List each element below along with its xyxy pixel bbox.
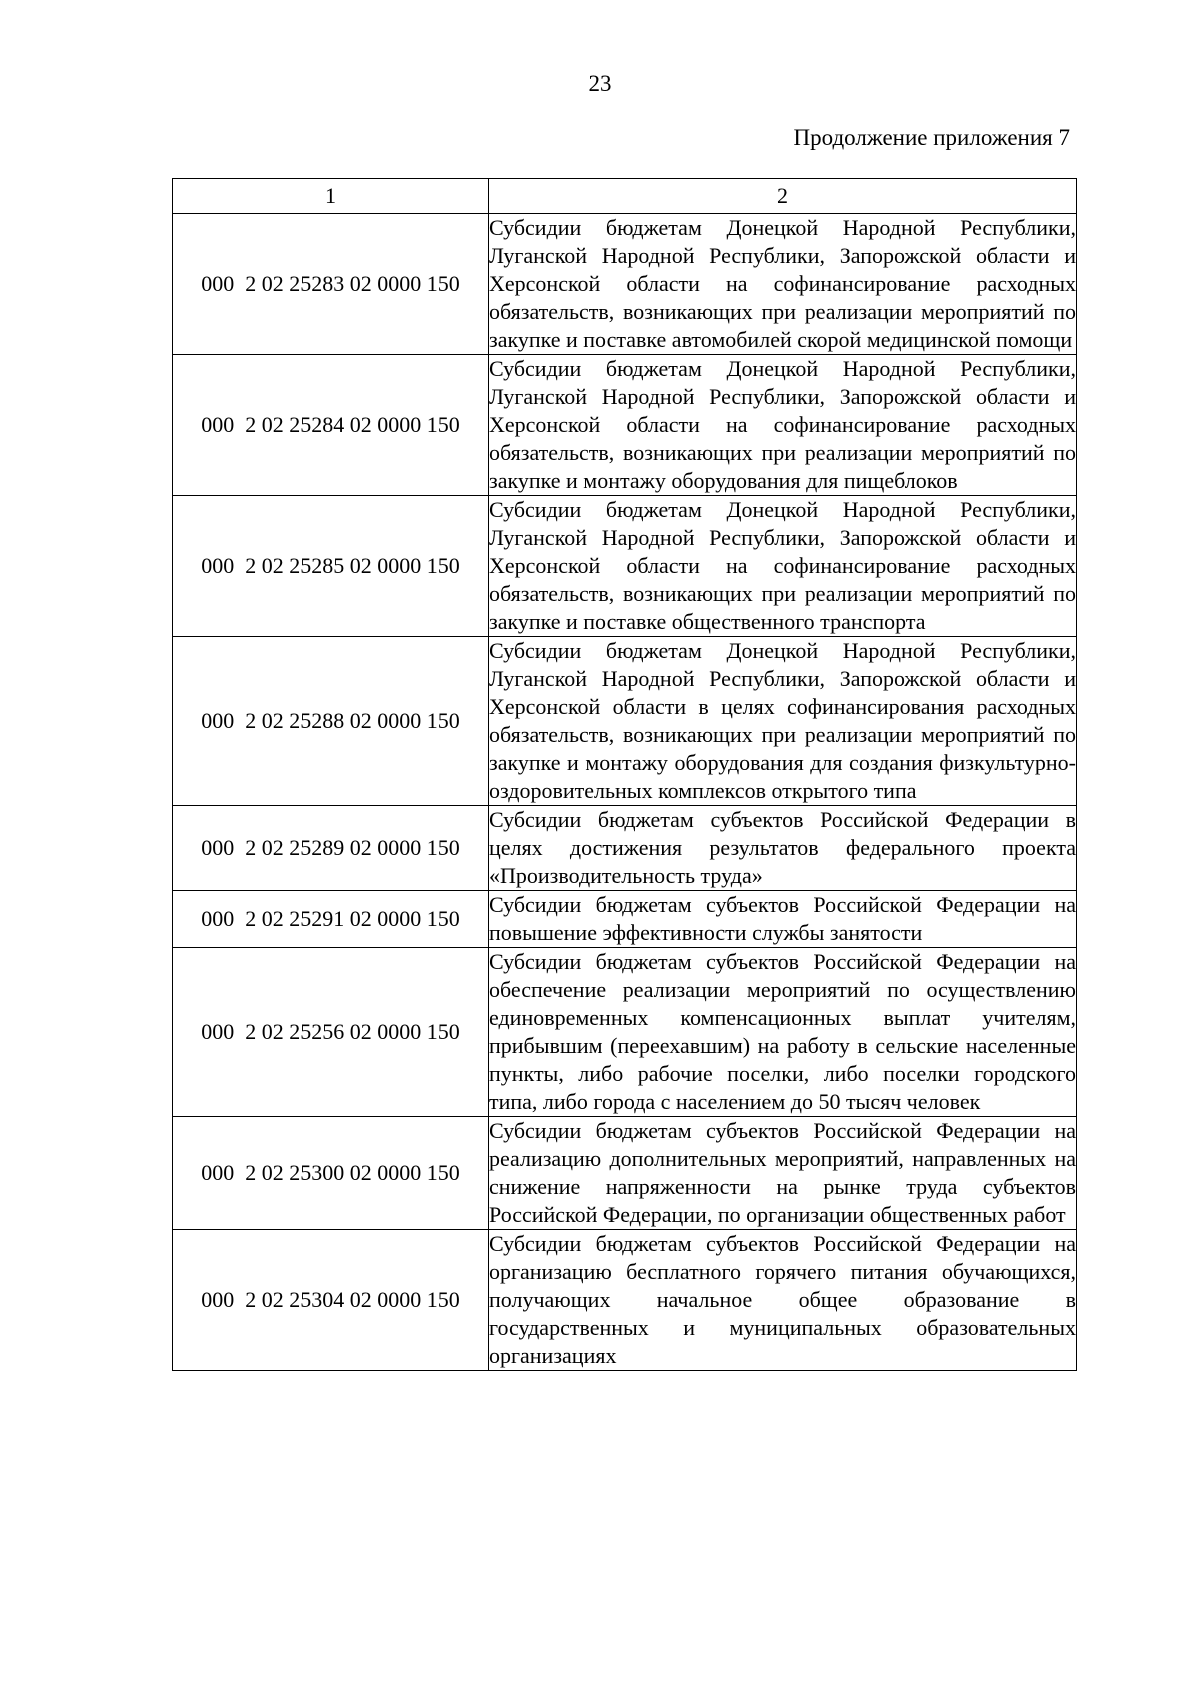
page-number: 23: [588, 71, 612, 96]
classification-code: 000 2 02 25256 02 0000 150: [173, 948, 489, 1117]
table-row: [173, 806, 1077, 891]
table-row: [173, 637, 1077, 806]
table-row: [173, 1117, 1077, 1230]
classification-code: 000 2 02 25300 02 0000 150: [173, 1117, 489, 1230]
income-description: Субсидии бюджетам Донецкой Народной Республики, Луганской Народной Республики, Запорожской области и Херсонской области в целях софинансирования расходных обязательств, возникающих при реализации мероприятий по закупке и монтажу оборудования для создания физкультурно-оздоровительных комплексов открытого типа: [489, 637, 1077, 806]
classification-code: 000 2 02 25304 02 0000 150: [173, 1230, 489, 1371]
income-description: Субсидии бюджетам Донецкой Народной Республики, Луганской Народной Республики, Запорожской области и Херсонской области на софинансирование расходных обязательств, возникающих при реализации мероприятий по закупке и монтажу оборудования для пищеблоков: [489, 355, 1077, 496]
classification-code: 000 2 02 25289 02 0000 150: [173, 806, 489, 891]
income-description: Субсидии бюджетам субъектов Российской Федерации в целях достижения результатов федерального проекта «Производительность труда»: [489, 806, 1077, 891]
table-row: [173, 1230, 1077, 1371]
income-description: Субсидии бюджетам Донецкой Народной Республики, Луганской Народной Республики, Запорожской области и Херсонской области на софинансирование расходных обязательств, возникающих при реализации мероприятий по закупке и поставке автомобилей скорой медицинской помощи: [489, 214, 1077, 355]
budget-code-table: [172, 178, 1077, 1371]
classification-code: 000 2 02 25291 02 0000 150: [173, 891, 489, 948]
table-row: [173, 891, 1077, 948]
classification-code: 000 2 02 25288 02 0000 150: [173, 637, 489, 806]
column-header-code: 1: [173, 179, 489, 214]
income-description: Субсидии бюджетам субъектов Российской Федерации на организацию бесплатного горячего питания обучающихся, получающих начальное общее образование в государственных и муниципальных образовательных организациях: [489, 1230, 1077, 1371]
table-row: [173, 355, 1077, 496]
table-row: [173, 496, 1077, 637]
table-row: [173, 948, 1077, 1117]
classification-code: 000 2 02 25284 02 0000 150: [173, 355, 489, 496]
table-header-row: [173, 179, 1077, 214]
income-description: Субсидии бюджетам субъектов Российской Федерации на повышение эффективности службы занятости: [489, 891, 1077, 948]
classification-code: 000 2 02 25283 02 0000 150: [173, 214, 489, 355]
appendix-continuation-label: Продолжение приложения 7: [793, 125, 1070, 150]
income-description: Субсидии бюджетам субъектов Российской Федерации на реализацию дополнительных мероприятий, направленных на снижение напряженности на рынке труда субъектов Российской Федерации, по организации общественных работ: [489, 1117, 1077, 1230]
table-row: [173, 214, 1077, 355]
classification-code: 000 2 02 25285 02 0000 150: [173, 496, 489, 637]
income-description: Субсидии бюджетам Донецкой Народной Республики, Луганской Народной Республики, Запорожской области и Херсонской области на софинансирование расходных обязательств, возникающих при реализации мероприятий по закупке и поставке общественного транспорта: [489, 496, 1077, 637]
column-header-description: 2: [489, 179, 1077, 214]
income-description: Субсидии бюджетам субъектов Российской Федерации на обеспечение реализации мероприятий по осуществлению единовременных компенсационных выплат учителям, прибывшим (переехавшим) на работу в сельские населенные пункты, либо рабочие поселки, либо поселки городского типа, либо города с населением до 50 тысяч человек: [489, 948, 1077, 1117]
